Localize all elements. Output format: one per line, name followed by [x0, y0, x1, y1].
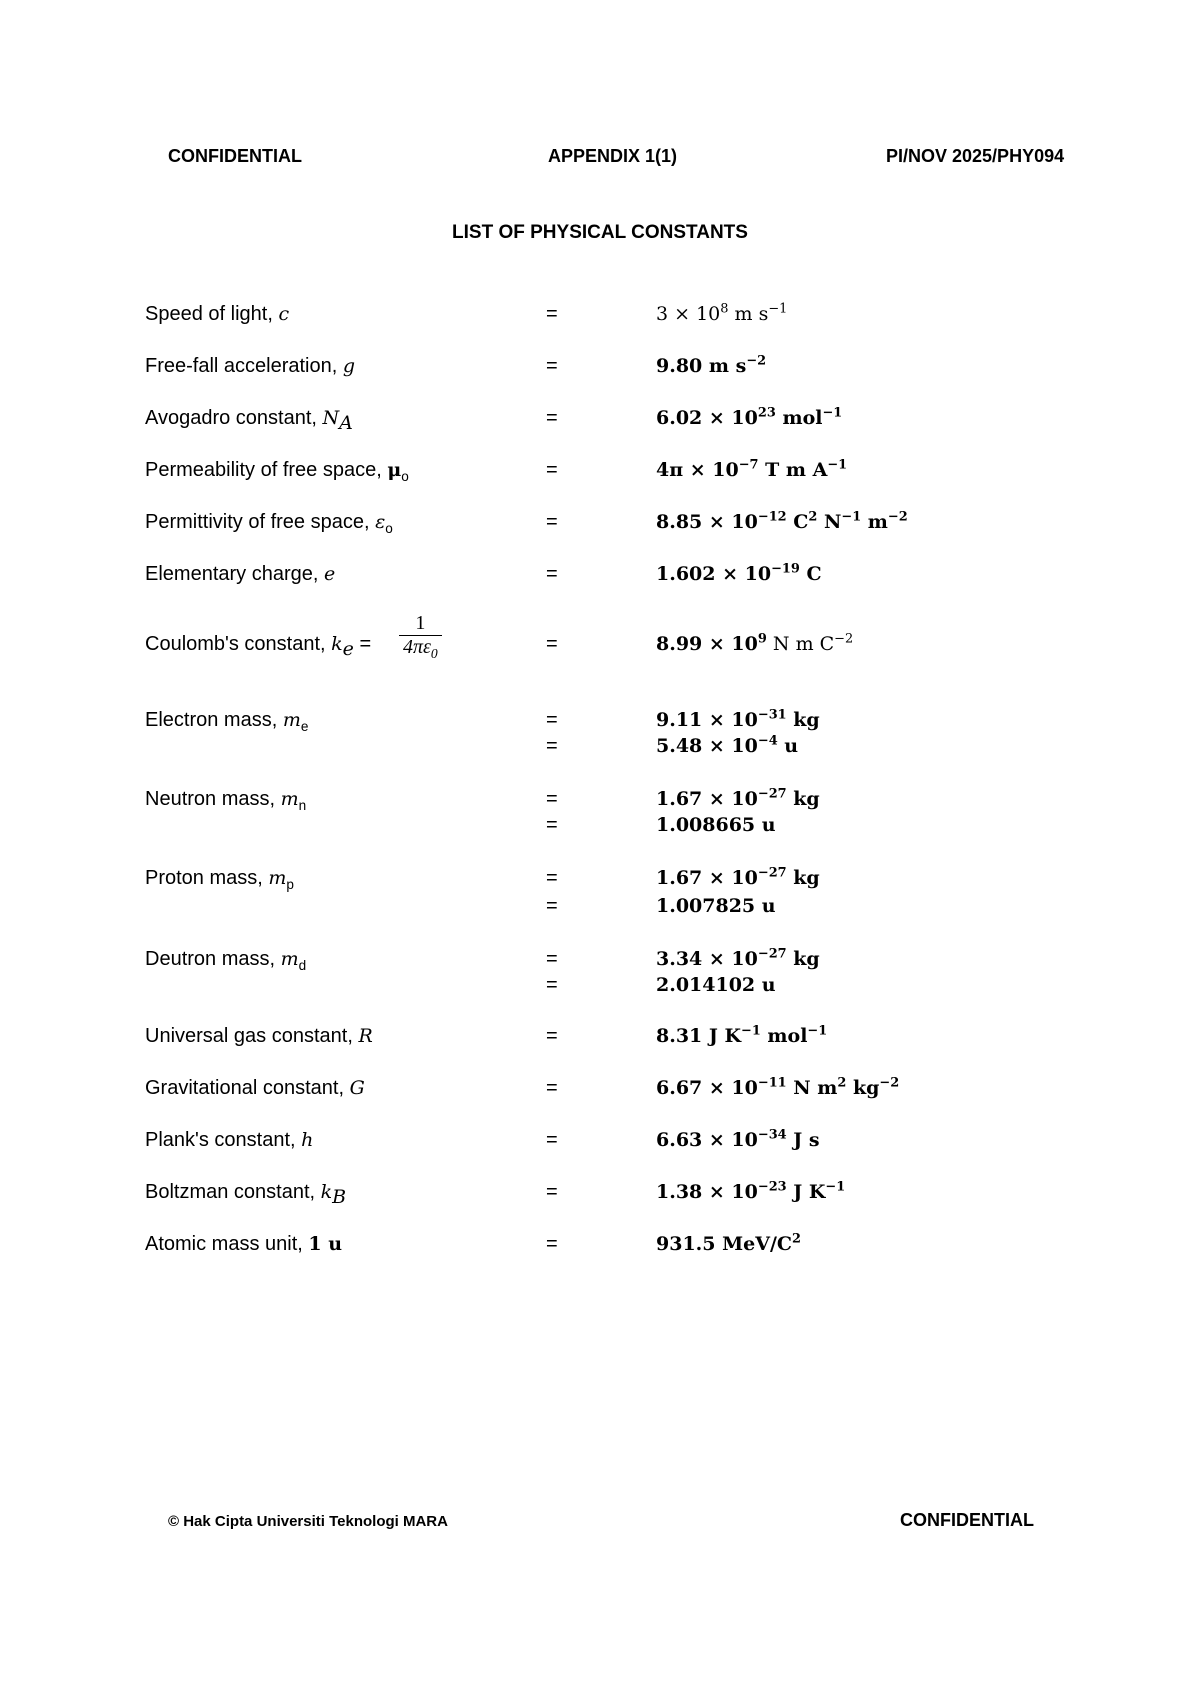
footer-confidential: CONFIDENTIAL [900, 1510, 1034, 1530]
constant-row-atomic-mass-unit [0, 1230, 1200, 1260]
constant-value: $1.67 \times 10^{-27}$ kg [656, 786, 820, 810]
constant-value: 931.5 MeV/$C^2$ [656, 1231, 802, 1255]
constant-row-coulomb [0, 612, 1200, 661]
constant-label: Universal gas constant, R [145, 1025, 373, 1047]
constant-row-permittivity [0, 508, 1200, 538]
equals-sign: = [546, 303, 558, 325]
constant-label: Deutron mass, $m_d$ [145, 948, 307, 973]
constant-row-proton-mass-u [0, 892, 1200, 922]
constant-row-boltzman [0, 1178, 1200, 1208]
constant-value: $3.34 \times 10^{-27}$ kg [656, 946, 820, 970]
constant-row-permeability [0, 456, 1200, 486]
constant-value: 8.31 J $K^{-1}$ mol$^{-1}$ [656, 1023, 828, 1047]
constant-value: $1.67 \times 10^{-27}$ kg [656, 865, 820, 889]
constant-value: $8.99 \times 10^9$ N m $C^{-2}$ [656, 631, 854, 655]
constant-row-electron-mass-u [0, 732, 1200, 762]
equals-sign: = [546, 511, 558, 533]
constant-label: Plank's constant, h [145, 1129, 314, 1151]
constant-label: Elementary charge, e [145, 563, 336, 585]
constant-row-deutron-mass-u [0, 971, 1200, 1001]
equals-sign: = [546, 814, 558, 836]
equals-sign: = [546, 735, 558, 757]
equals-sign: = [546, 1181, 558, 1203]
constant-row-planck [0, 1126, 1200, 1156]
constant-value: $6.63 \times 10^{-34}$ J s [656, 1127, 820, 1151]
constant-label: Permeability of free space, $\mu_o$ [145, 459, 409, 484]
constant-label: Free-fall acceleration, g [145, 355, 356, 377]
constant-label: Permittivity of free space, $\varepsilon_o$ [145, 511, 393, 536]
constant-row-gas-constant [0, 1022, 1200, 1052]
equals-sign: = [546, 633, 558, 655]
constant-label: Boltzman constant, $k_B$ [145, 1181, 347, 1208]
equals-sign: = [546, 1025, 558, 1047]
page-header [0, 146, 1200, 170]
equals-sign: = [546, 1077, 558, 1099]
equals-sign: = [546, 788, 558, 810]
equals-sign: = [546, 1129, 558, 1151]
constant-label: Coulomb's constant, $k_e$ = [145, 633, 372, 660]
constant-value: 1.007825 u [656, 895, 776, 917]
constant-value: $9.11 \times 10^{-31}$ kg [656, 707, 820, 731]
constant-row-neutron-mass-u [0, 811, 1200, 841]
constant-label: Neutron mass, $m_n$ [145, 788, 307, 813]
constant-label: Electron mass, $m_e$ [145, 709, 309, 734]
constant-row-speed-of-light [0, 300, 1200, 330]
equals-sign: = [546, 1233, 558, 1255]
equals-sign: = [546, 895, 558, 917]
constant-value: 1.008665 u [656, 814, 776, 836]
constant-value: 2.014102 u [656, 974, 776, 996]
equals-sign: = [546, 974, 558, 996]
constant-label: Speed of light, c [145, 303, 290, 325]
constant-value: $4\pi \times 10^{-7}$ T m $A^{-1}$ [656, 457, 848, 481]
constant-value: $6.02 \times 10^{23}$ mol$^{-1}$ [656, 405, 843, 429]
constant-label: Proton mass, $m_p$ [145, 867, 294, 892]
constant-value: 9.80 m $s^{-2}$ [656, 353, 767, 377]
constant-value: $8.85 \times 10^{-12}$ $C^2$ $N^{-1}$ $m^{-2}$ [656, 509, 908, 533]
coulomb-fraction: $\frac{1}{4\pi\varepsilon_0}$ [399, 612, 442, 659]
equals-sign: = [546, 407, 558, 429]
header-confidential: CONFIDENTIAL [168, 146, 302, 166]
equals-sign: = [546, 563, 558, 585]
constant-label: Atomic mass unit, 1 u [145, 1233, 343, 1255]
header-course-code: PI/NOV 2025/PHY094 [886, 146, 1065, 166]
equals-sign: = [546, 355, 558, 377]
constant-value: $6.67 \times 10^{-11}$ N $m^2$ $kg^{-2}$ [656, 1075, 900, 1099]
constant-value: $1.38 \times 10^{-23}$ J $K^{-1}$ [656, 1179, 846, 1203]
equals-sign: = [546, 459, 558, 481]
page-title: LIST OF PHYSICAL CONSTANTS [452, 222, 748, 243]
constant-value: $1.602 \times 10^{-19}$ C [656, 561, 822, 585]
header-appendix: APPENDIX 1(1) [548, 146, 678, 166]
constant-value: $5.48 \times 10^{-4}$ u [656, 733, 799, 757]
constant-row-proton-mass [0, 864, 1200, 894]
constant-row-gravitational [0, 1074, 1200, 1104]
constant-row-free-fall [0, 352, 1200, 382]
equals-sign: = [546, 709, 558, 731]
constant-label: Avogadro constant, $N_A$ [145, 407, 353, 434]
constant-label: Gravitational constant, G [145, 1077, 365, 1099]
equals-sign: = [546, 948, 558, 970]
equals-sign: = [546, 867, 558, 889]
footer-copyright: © Hak Cipta Universiti Teknologi MARA [168, 1513, 448, 1530]
constant-value: $3 \times 10^8$ m $s^{-1}$ [656, 301, 788, 325]
constant-row-elementary-charge [0, 560, 1200, 590]
constant-row-avogadro [0, 404, 1200, 434]
